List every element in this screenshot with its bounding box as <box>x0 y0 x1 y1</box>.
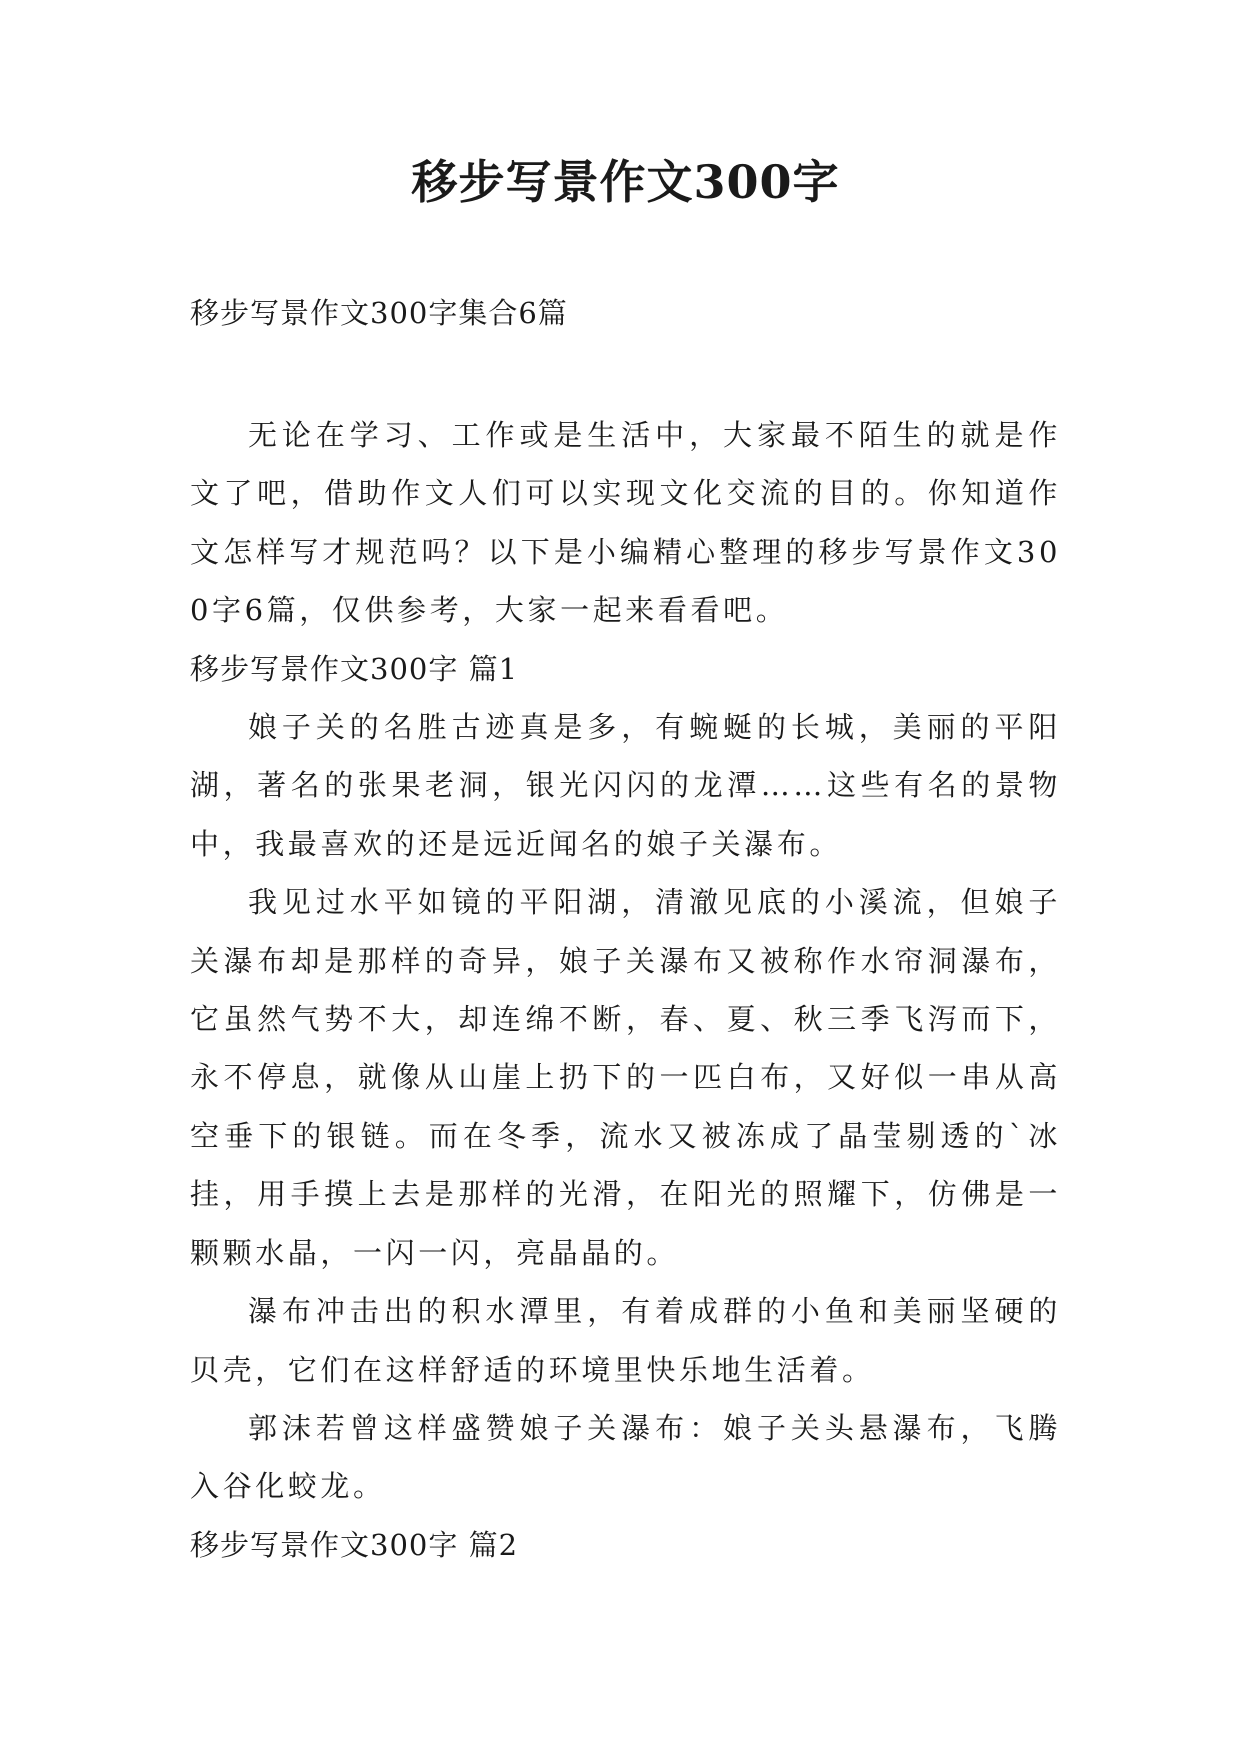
section-1-paragraph-3: 瀑布冲击出的积水潭里，有着成群的小鱼和美丽坚硬的贝壳，它们在这样舒适的环境里快乐地生活着。 <box>190 1294 1061 1387</box>
document-subtitle: 移步写景作文300字集合6篇 <box>190 296 568 330</box>
section-1-paragraph-2: 我见过水平如镜的平阳湖，清澈见底的小溪流，但娘子关瀑布却是那样的奇异，娘子关瀑布又被称作水帘洞瀑布，它虽然气势不大，却连绵不断，春、夏、秋三季飞泻而下，永不停息，就像从山崖上扔下的一匹白布，又好似一串从高空垂下的银链。而在冬季，流水又被冻成了晶莹剔透的`冰挂，用手摸上去是那样的光滑，在阳光的照耀下，仿佛是一颗颗水晶，一闪一闪，亮晶晶的。 <box>190 885 1061 1270</box>
section-1-paragraph-1: 娘子关的名胜古迹真是多，有蜿蜒的长城，美丽的平阳湖，著名的张果老洞，银光闪闪的龙潭……这些有名的景物中，我最喜欢的还是远近闻名的娘子关瀑布。 <box>190 710 1061 861</box>
section-1-paragraph-4: 郭沫若曾这样盛赞娘子关瀑布：娘子关头悬瀑布，飞腾入谷化蛟龙。 <box>190 1410 1061 1504</box>
document-title: 移步写景作文300字 <box>411 155 840 209</box>
intro-paragraph: 无论在学习、工作或是生活中，大家最不陌生的就是作文了吧，借助作文人们可以实现文化交流的目的。你知道作文怎样写才规范吗？以下是小编精心整理的移步写景作文300字6篇，仅供参考，大家一起来看看吧。 <box>190 418 1061 628</box>
section-heading-1: 移步写景作文300字 篇1 <box>190 651 519 686</box>
section-heading-2: 移步写景作文300字 篇2 <box>190 1527 519 1562</box>
document-body <box>190 406 1061 1574</box>
